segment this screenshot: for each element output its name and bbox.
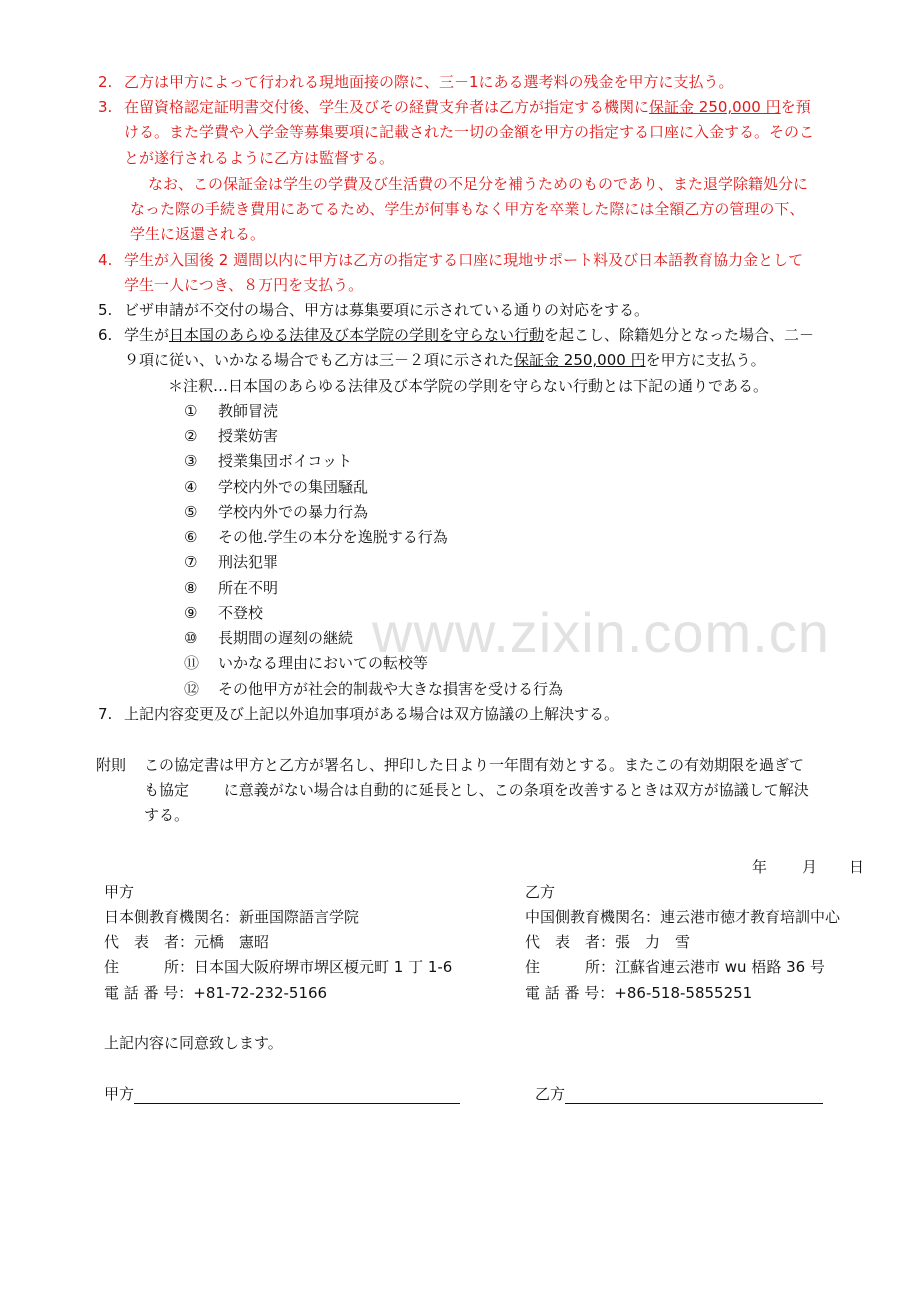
violation-mark: ⑫ <box>184 680 200 698</box>
item-3-line-5: なった際の手続き費用にあてるため、学生が何事もなく甲方を卒業した際には全額乙方の管理の下、 <box>130 200 805 218</box>
violation-text: 授業妨害 <box>218 427 279 445</box>
item-3-line-3: とが遂行されるように乙方は監督する。 <box>124 149 395 167</box>
supplement-label: 附則 <box>96 756 127 774</box>
signature-line[interactable] <box>134 1087 460 1104</box>
party-b-title: 乙方 <box>525 883 556 901</box>
item-6 <box>98 325 814 345</box>
supplement-line-1: この協定書は甲方と乙方が署名し、押印した日より一年間有効とする。またこの有効期限を過ぎて <box>144 756 805 774</box>
violation-text: 長期間の遅刻の継続 <box>218 629 354 647</box>
violation-text: 授業集団ボイコット <box>218 452 353 470</box>
violation-text: 学校内外での暴力行為 <box>218 503 369 521</box>
date-day: 日 <box>849 858 865 876</box>
item-number: 3. <box>98 98 113 116</box>
item-text: 学生が <box>124 326 170 344</box>
violation-item <box>184 527 448 547</box>
violation-mark: ⑦ <box>184 553 198 571</box>
violation-phrase: 日本国のあらゆる法律及び本学院の学則を守らない行動 <box>169 326 545 344</box>
supplement-line-3: する。 <box>144 806 190 824</box>
violation-item <box>184 628 353 648</box>
supplement-line-2: も協定 に意義がない場合は自動的に延長とし、この条項を改善するときは双方が協議して解決 <box>144 781 809 799</box>
item-text: ビザ申請が不交付の場合、甲方は募集要項に示されている通りの対応をする。 <box>124 301 650 319</box>
violation-mark: ④ <box>184 478 198 496</box>
item-number: 5. <box>98 301 113 319</box>
item-text: 上記内容変更及び上記以外追加事項がある場合は双方協議の上解決する。 <box>124 705 620 723</box>
item-number: 2. <box>98 73 113 91</box>
violation-text: その他.学生の本分を逸脱する行為 <box>218 528 448 546</box>
party-a-title: 甲方 <box>104 883 135 901</box>
item-7 <box>98 704 619 724</box>
party-b-address: 住 所：江蘇省連云港市 wu 梧路 36 号 <box>525 958 825 976</box>
item-3-line-6: 学生に返還される。 <box>130 225 266 243</box>
violation-mark: ① <box>184 402 198 420</box>
item-4 <box>98 250 803 270</box>
violation-mark: ③ <box>184 452 198 470</box>
violation-text: 刑法犯罪 <box>218 553 279 571</box>
item-text: を起こし、除籍処分となった場合、二－ <box>544 326 815 344</box>
item-number: 7. <box>98 705 113 723</box>
violation-mark: ⑤ <box>184 503 198 521</box>
watermark: www.zixin.com.cn <box>372 601 830 664</box>
violation-mark: ⑨ <box>184 604 198 622</box>
violation-text: 教師冒涜 <box>218 402 279 420</box>
party-b-rep: 代 表 者：張 力 雪 <box>525 933 691 951</box>
violation-item <box>184 679 563 699</box>
violation-mark: ② <box>184 427 198 445</box>
violation-item <box>184 451 352 471</box>
violation-text: その他甲方が社会的制裁や大きな損害を受ける行為 <box>218 680 564 698</box>
deposit-amount: 保証金 250,000 円 <box>514 351 646 369</box>
violation-mark: ⑧ <box>184 579 198 597</box>
violation-item <box>184 401 278 421</box>
item-text: 在留資格認定証明書交付後、学生及びその経費支弁者は乙方が指定する機関に <box>124 98 650 116</box>
violation-mark: ⑪ <box>184 654 200 672</box>
party-b-signature[interactable] <box>535 1084 823 1104</box>
party-a-rep: 代 表 者：元橋 憲昭 <box>104 933 270 951</box>
date-year: 年 <box>752 858 768 876</box>
violation-item <box>184 578 278 598</box>
party-b-phone: 電 話 番 号：+86-518-5855251 <box>525 984 753 1002</box>
violation-item <box>184 603 263 623</box>
violation-item <box>184 552 278 572</box>
violation-mark: ⑥ <box>184 528 198 546</box>
deposit-amount: 保証金 250,000 円 <box>649 98 781 116</box>
violation-text: 学校内外での集団騒乱 <box>218 478 369 496</box>
party-a-signature[interactable] <box>104 1084 460 1104</box>
violation-mark: ⑩ <box>184 629 198 647</box>
item-3-line-2: ける。また学費や入学金等募集要項に記載された一切の金額を甲方の指定する口座に入金する。そのこ <box>124 123 815 141</box>
violation-text: 不登校 <box>218 604 264 622</box>
item-6-line-2 <box>124 350 766 370</box>
signature-line[interactable] <box>565 1087 823 1104</box>
consent-statement: 上記内容に同意致します。 <box>104 1034 283 1052</box>
party-a-phone: 電 話 番 号：+81-72-232-5166 <box>104 984 328 1002</box>
item-number: 4. <box>98 251 113 269</box>
item-2 <box>98 72 734 92</box>
item-4-line-2: 学生一人につき、８万円を支払う。 <box>124 276 364 294</box>
item-text: を甲方に支払う。 <box>645 351 766 369</box>
party-a-org: 日本側教育機関名：新亜国際語言学院 <box>104 908 360 926</box>
signature-label: 乙方 <box>535 1085 566 1103</box>
item-text: 学生が入国後 2 週間以内に甲方は乙方の指定する口座に現地サポート料及び日本語教育協力金として <box>124 251 804 269</box>
signature-label: 甲方 <box>104 1085 135 1103</box>
item-number: 6. <box>98 326 113 344</box>
item-text: を預 <box>780 98 811 116</box>
party-b-org: 中国側教育機関名：連云港市徳才教育培訓中心 <box>525 908 841 926</box>
item-5 <box>98 300 649 320</box>
violation-item <box>184 502 368 522</box>
date-month: 月 <box>802 858 818 876</box>
violation-item <box>184 426 278 446</box>
violation-text: いかなる理由においての転校等 <box>218 654 429 672</box>
item-6-note: ＊注釈…日本国のあらゆる法律及び本学院の学則を守らない行動とは下記の通りである。 <box>168 377 769 395</box>
item-3-line-4: なお、この保証金は学生の学費及び生活費の不足分を補うためのものであり、また退学除籍処分に <box>148 175 809 193</box>
item-text: 乙方は甲方によって行われる現地面接の際に、三－1にある選考料の残金を甲方に支払う。 <box>124 73 734 91</box>
violation-item <box>184 477 368 497</box>
violation-text: 所在不明 <box>218 579 279 597</box>
violation-item <box>184 653 428 673</box>
party-a-address: 住 所：日本国大阪府堺市堺区榎元町 1 丁 1-6 <box>104 958 453 976</box>
item-text: ９項に従い、いかなる場合でも乙方は三－２項に示された <box>124 351 515 369</box>
item-3 <box>98 97 811 117</box>
